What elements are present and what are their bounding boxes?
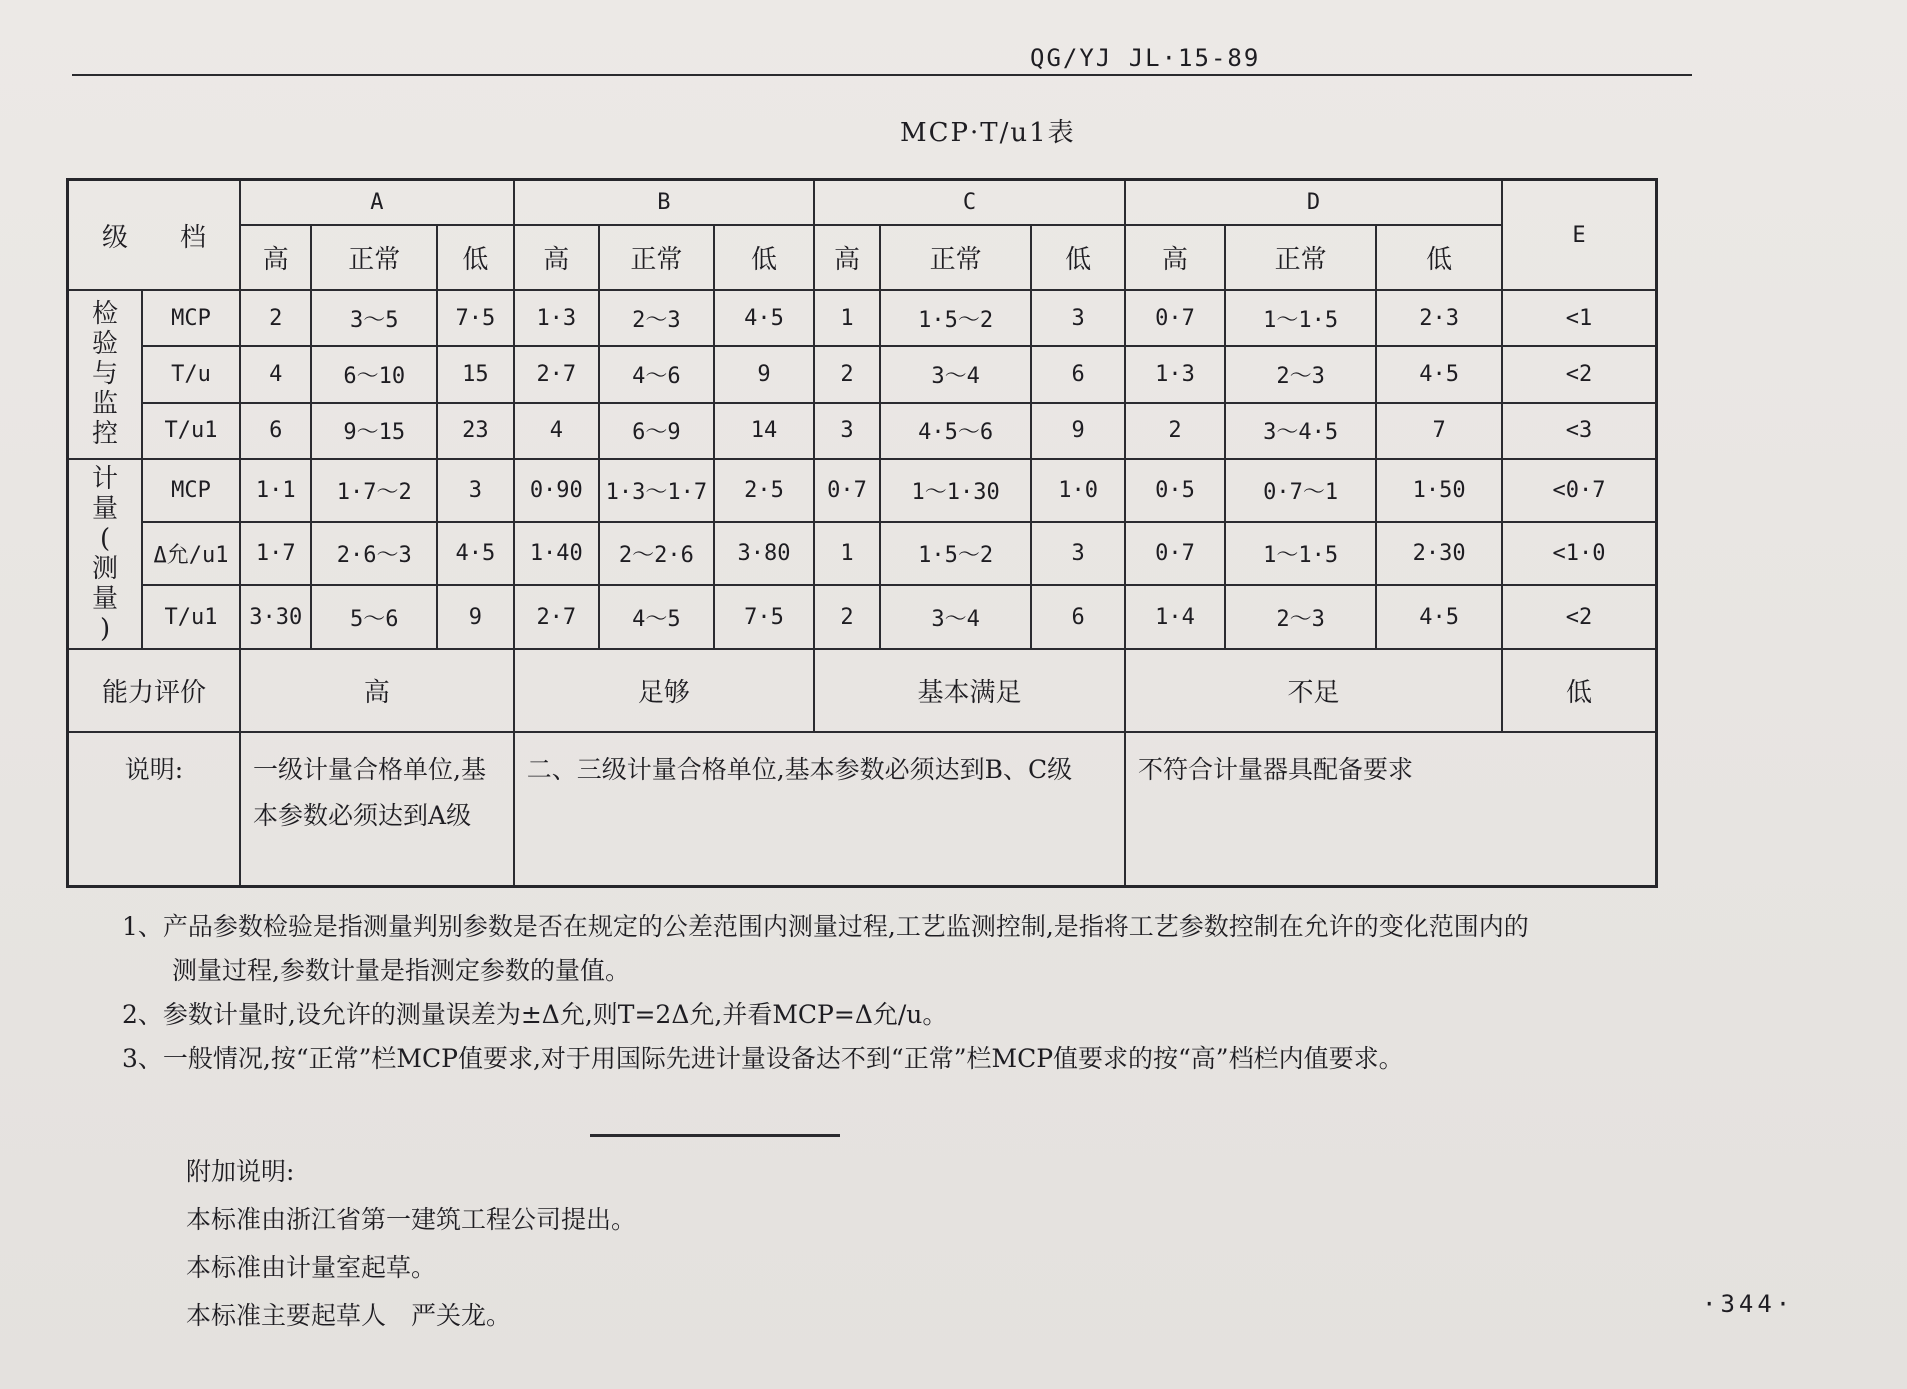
table-cell: 2 [814,585,880,648]
table-cell: 4·5 [1376,585,1502,648]
table-cell: 2～3 [599,290,714,346]
table-cell: 3～4 [880,346,1031,402]
table-cell: 1·1 [240,459,311,522]
sub-low: 低 [1031,225,1125,290]
group-c: C [814,180,1125,226]
section-measure-label: 计 量 ( 测 量 ) [68,459,143,649]
table-row [68,522,1657,585]
table-cell: 4～6 [599,346,714,402]
table-cell: <2 [1502,346,1657,402]
group-e: E [1502,180,1657,291]
explanation-a: 一级计量合格单位,基本参数必须达到A级 [240,732,514,886]
table-cell: 4·5 [1376,346,1502,402]
table-cell: 2 [240,290,311,346]
standard-code: QG/YJ JL·15-89 [1030,44,1261,72]
table-row [68,346,1657,402]
table-cell: 14 [714,403,814,459]
table-cell: 2～3 [1225,346,1376,402]
table-cell: 6 [240,403,311,459]
footnote-2: 2、参数计量时,设允许的测量误差为±Δ允,则T=2Δ允,并看MCP=Δ允/u。 [122,1000,948,1029]
table-cell: 9 [437,585,514,648]
table-cell: 3～4 [880,585,1031,648]
row-label: MCP [142,459,240,522]
table-cell: 4·5～6 [880,403,1031,459]
table-cell: 0·5 [1125,459,1225,522]
header-rule [72,74,1692,76]
table-cell: 6 [1031,346,1125,402]
table-cell: 4·5 [437,522,514,585]
table-cell: 3·80 [714,522,814,585]
table-cell: 3 [1031,290,1125,346]
sub-low: 低 [1376,225,1502,290]
table-cell: 15 [437,346,514,402]
footnote-1: 1、产品参数检验是指测量判别参数是否在规定的公差范围内测量过程,工艺监测控制,是指将工艺参数控制在允许的变化范围内的 [122,912,1529,941]
addendum-line: 本标准主要起草人 严关龙。 [186,1301,512,1330]
table-cell: 5～6 [311,585,437,648]
table-cell: 6～9 [599,403,714,459]
table-cell: 9～15 [311,403,437,459]
table-cell: 1～1·5 [1225,522,1376,585]
group-header-row [68,180,1657,226]
evaluation-e: 低 [1502,649,1657,732]
table-cell: 1·3 [514,290,599,346]
table-cell: 1·0 [1031,459,1125,522]
evaluation-d: 不足 [1125,649,1502,732]
table-cell: <3 [1502,403,1657,459]
explanation-row [68,732,1657,886]
sub-normal: 正常 [880,225,1031,290]
sub-header-row [68,225,1657,290]
mcp-table [66,178,1658,888]
table-cell: 0·7 [814,459,880,522]
sub-low: 低 [714,225,814,290]
table-cell: 4·5 [714,290,814,346]
footnote-1-continued: 测量过程,参数计量是指测定参数的量值。 [172,956,630,985]
table-cell: 3～4·5 [1225,403,1376,459]
table-cell: 7 [1376,403,1502,459]
table-cell: 3·30 [240,585,311,648]
table-cell: 1·7 [240,522,311,585]
evaluation-a: 高 [240,649,514,732]
table-row [68,290,1657,346]
table-cell: 1·3～1·7 [599,459,714,522]
table-row [68,403,1657,459]
table-cell: 0·7～1 [1225,459,1376,522]
table-cell: 6 [1031,585,1125,648]
group-d: D [1125,180,1502,226]
explanation-de: 不符合计量器具配备要求 [1125,732,1657,886]
table-cell: 7·5 [714,585,814,648]
corner-label: 级 档 [68,180,241,291]
table-cell: 1 [814,522,880,585]
sub-normal: 正常 [599,225,714,290]
row-label: T/u1 [142,585,240,648]
section-divider [590,1134,840,1137]
table-cell: 1·5～2 [880,290,1031,346]
table-row [68,459,1657,522]
sub-high: 高 [514,225,599,290]
section-inspection-label: 检 验 与 监 控 [68,290,143,459]
table-cell: 1～1·5 [1225,290,1376,346]
table-row [68,585,1657,648]
table-cell: 1～1·30 [880,459,1031,522]
table-cell: 4 [240,346,311,402]
table-cell: 2·30 [1376,522,1502,585]
explanation-label: 说明: [68,732,241,886]
addendum-line: 本标准由计量室起草。 [186,1253,437,1282]
table-cell: 1·40 [514,522,599,585]
table-cell: 2·5 [714,459,814,522]
table-cell: <1·0 [1502,522,1657,585]
table-cell: 2 [814,346,880,402]
table-cell: 3 [814,403,880,459]
evaluation-c: 基本满足 [814,649,1125,732]
row-label: T/u [142,346,240,402]
table-cell: 0·90 [514,459,599,522]
row-label: T/u1 [142,403,240,459]
group-b: B [514,180,814,226]
table-cell: 3 [1031,522,1125,585]
sub-high: 高 [240,225,311,290]
group-a: A [240,180,514,226]
row-label: MCP [142,290,240,346]
addendum-title: 附加说明: [186,1157,295,1186]
table-cell: 2·3 [1376,290,1502,346]
table-cell: 4 [514,403,599,459]
table-cell: <1 [1502,290,1657,346]
table-cell: 2·6～3 [311,522,437,585]
table-cell: <0·7 [1502,459,1657,522]
additional-notes [186,1148,636,1340]
footnote-3: 3、一般情况,按“正常”栏MCP值要求,对于用国际先进计量设备达不到“正常”栏MCP值要求的按“高”档栏内值要求。 [122,1044,1404,1073]
table-title: MCP·T/u1表 [900,118,1076,148]
table-cell: 1·5～2 [880,522,1031,585]
explanation-bc: 二、三级计量合格单位,基本参数必须达到B、C级 [514,732,1125,886]
page-number: ·344· [1702,1290,1795,1318]
table-cell: 3 [437,459,514,522]
table-cell: 6～10 [311,346,437,402]
table-cell: 1·7～2 [311,459,437,522]
table-cell: 0·7 [1125,522,1225,585]
table-cell: 1·3 [1125,346,1225,402]
table-cell: 9 [1031,403,1125,459]
addendum-line: 本标准由浙江省第一建筑工程公司提出。 [186,1205,637,1234]
table-cell: 4～5 [599,585,714,648]
sub-low: 低 [437,225,514,290]
table-cell: 2·7 [514,585,599,648]
table-cell: 7·5 [437,290,514,346]
table-cell: 2～3 [1225,585,1376,648]
sub-high: 高 [814,225,880,290]
table-cell: 2～2·6 [599,522,714,585]
evaluation-b: 足够 [514,649,814,732]
table-cell: 1·50 [1376,459,1502,522]
footnotes [122,905,1702,1081]
table-cell: <2 [1502,585,1657,648]
table-cell: 1 [814,290,880,346]
row-label: Δ允/u1 [142,522,240,585]
table-cell: 1·4 [1125,585,1225,648]
evaluation-row [68,649,1657,732]
sub-normal: 正常 [311,225,437,290]
table-cell: 2·7 [514,346,599,402]
sub-high: 高 [1125,225,1225,290]
sub-normal: 正常 [1225,225,1376,290]
table-cell: 3～5 [311,290,437,346]
table-cell: 0·7 [1125,290,1225,346]
table-cell: 2 [1125,403,1225,459]
evaluation-label: 能力评价 [68,649,241,732]
table-cell: 23 [437,403,514,459]
table-cell: 9 [714,346,814,402]
